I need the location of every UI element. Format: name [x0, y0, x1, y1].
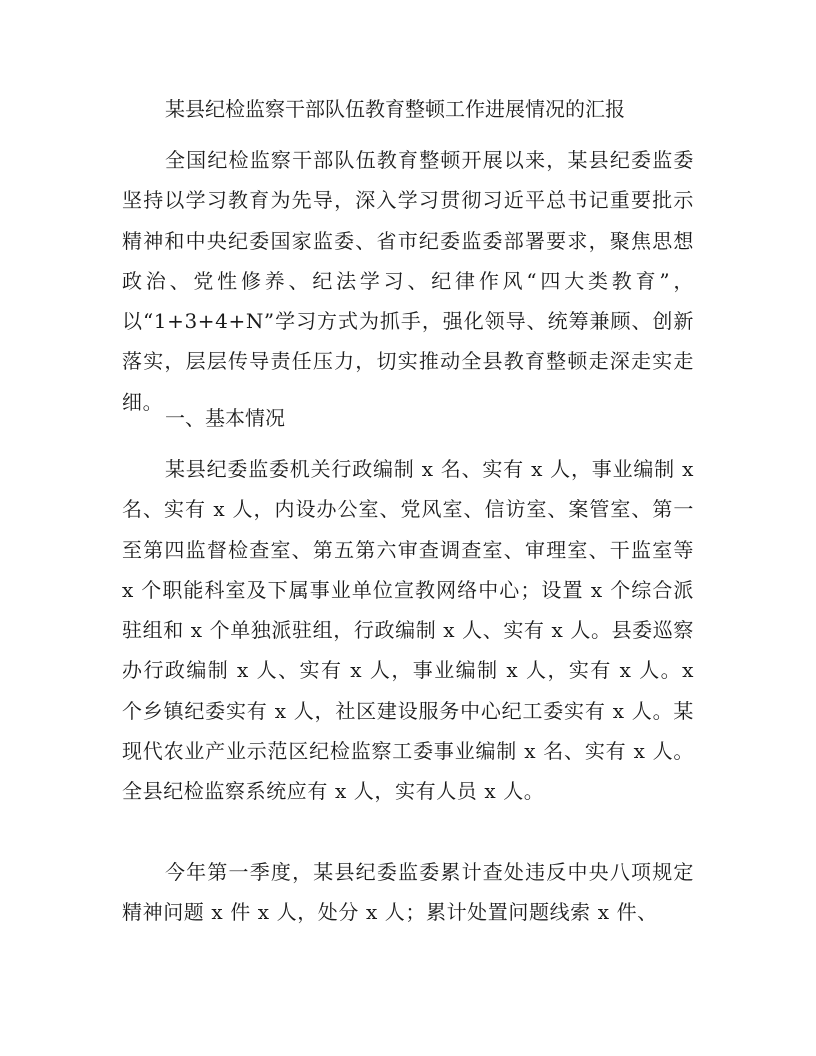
- section-heading-basic-situation: 一、基本情况: [165, 406, 285, 430]
- intro-paragraph: 全国纪检监察干部队伍教育整顿开展以来，某县纪委监委坚持以学习教育为先导，深入学习贯彻习近平总书记重要批示精神和中央纪委国家监委、省市纪委监委部署要求，聚焦思想政治、党性修养、纪法学习、纪律作风“四大类教育”，以“1+3+4+N”学习方式为抓手，强化领导、统筹兼顾、创新落实，层层传导责任压力，切实推动全县教育整顿走深走实走细。: [122, 148, 694, 414]
- staffing-paragraph: 某县纪委监委机关行政编制 x 名、实有 x 人，事业编制 x 名、实有 x 人，内设办公室、党风室、信访室、案管室、第一至第四监督检查室、第五第六审查调查室、审理室、干监室等 x 个职能科室及下属事业单位宣教网络中心；设置 x 个综合派驻组和 x 个单独派驻组，行政编制 x 人、实有 x 人。县委巡察办行政编制 x 人、实有 x 人，事业编制 x 人，实有 x 人。x 个乡镇纪委实有 x 人，社区建设服务中心纪工委实有 x 人。某现代农业产业示范区纪检监察工委事业编制 x 名、实有 x 人。全县纪检监察系统应有 x 人，实有人员 x 人。: [122, 457, 694, 804]
- document-title: 某县纪检监察干部队伍教育整顿工作进展情况的汇报: [165, 97, 625, 121]
- first-quarter-paragraph: 今年第一季度，某县纪委监委累计查处违反中央八项规定精神问题 x 件 x 人，处分 x 人；累计处置问题线索 x 件、: [122, 860, 694, 925]
